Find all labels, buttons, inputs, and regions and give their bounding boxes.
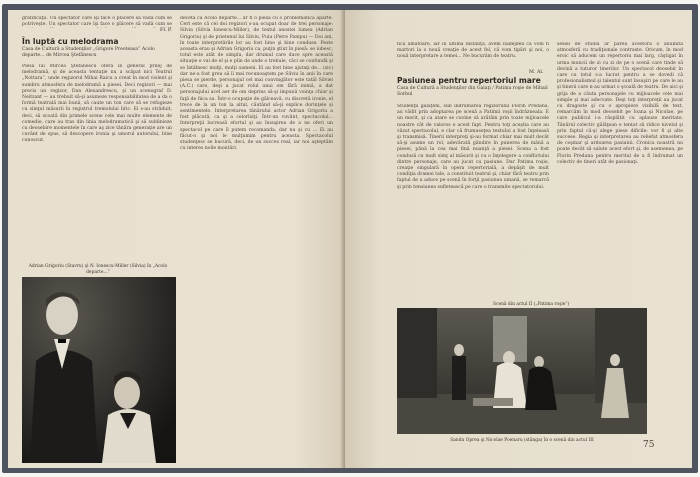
photo-caption-right: Scenă din actul II („Patima roşie”)	[493, 302, 570, 307]
right-page	[345, 10, 692, 468]
theatre-photo-right	[397, 308, 647, 434]
article-title: În luptă cu melodrama	[22, 37, 119, 46]
top-signature: M. Al.	[529, 70, 544, 75]
theatre-photo-left	[22, 277, 176, 463]
intro-text: gratificaţii. Un spectator care îşi face o plăcere să vadă cum se potriveşte. Un spectator care îşi face o plăcere să vadă cum se	[22, 16, 172, 28]
actors-photo-illustration	[22, 277, 176, 463]
article-column-2: decetă că Acolo departe... ar fi o piesă cu o problematică aparte. Cert este că cei doi regizori s-au ocupat doar de trei personaje: Silvia (Silvia Ionescu-Miller), de textul anostei lumea (Adrian Grigoriu) şi de prietenul lui Silviu, Puiu (Petre Pampu) — Doi ani, în toate interpretările lor au fost bine şi bine conduse. Peste aceasta erau şi Adrian Grigoriu ca, puţin ştiut în piesă: se iubesc, totul este atât de simplu, dar drumul care duce spre această situaţie e vai de el şi e plin de unde o trebuie, căci se confundă şi se întâlnesc mulţi, mulţi oameni. Ei au fost bine ajutaţi de... (sic) dar ne-a fost greu să îi mai recunoaştem pe Silviu în anii în care piesa se pierde, personajul cel mai convingător este tatăl Silviei (A.C.) care, deşi a jucat rolul unui om fără inimă, a dat personajului acel aer de om deprins să-şi impună voinţa chiar şi faţă de fiica sa. Într-o ocupaţie de gâlceavă, cu discretă ironie, el trece de la un ton la altul, căutând să-şi explice dorinţele şi sentimentele. Interpretarea tânărului actor Adrian Grigoriu a fost plăcută, ca şi a celorlalţi. Într-un cuvânt, spectacolul... Interpreţii lucrează efortul şi au însuşirea de a ne oferi un spectacol pe care îl putem recomanda, dar nu şi cu ... Ei au făcut-o şi noi le mulţumim pentru aceasta. Spectacolul studenţesc se bucură, deci, de un succes real, iar noi aşteptăm cu interes noile montări.	[180, 16, 333, 152]
article-subtitle-right: Casa de Cultură a Studenţilor din Galaţi / Patima roşie de Mihail Sorbul	[397, 86, 548, 97]
top-column-1: fică amatoare, iar în ultimă instanţă, avem nădejdea că vom fi martori la o nouă creaţie de acest fel, că vom tipări şi noi, o nouă interpretare a temei... Ne bucurăm de teatru.	[397, 42, 549, 60]
page-number: 75	[643, 440, 655, 450]
article-column-2-right: sesiei de studiu ar părea acestora o anumită atmosferă cu tradiţionale contraste. Oricum, în mod eroic să aducem un repertoriu mai larg, câştigat în urma muncii de zi cu zi de pe o scenă care tinde să devină a tuturor tinerilor. Un spectacol deosebit în care cu totul s-a lucrat pentru a se dovedi că profesionalismul şi talentul sunt însuşiri pe care le au şi tinerii care n-au urmat o şcoală de teatru. De aici şi grija de a căuta personajele cu mijloacele cele mai simple şi mai adecvate. Deşi toţi interpreţii au jucat cu dragoste şi cu o apropiere vizibilă de text, remarcăm în mod deosebit pe Ioana şi Nicolae, pe care publicul i-a răsplătit cu aplauze meritate. Tânărul colectiv gălăţean e tentat să ridice nivelul şi prin faptul că-şi alege piese dificile: vor fi şi alte succese. Regia şi interpretarea au reliefat atmosfera de coşmar şi ardoarea pasiunii. Cronica noastră nu poate decât să salute acest efort şi, de asemenea, pe Florin Predana pentru meritul de a fi îndrumat un colectiv de tineri atât de pasionaţi.	[557, 42, 683, 165]
article-column-1-right: Studenţii gălăţeni, sub îndrumarea regizorului Florin Predana, au vădit prin adoptarea pe scenă a Patimii roşii îndrăzneala. E un merit, şi ca atare se cuvine să arătăm prin toate mijloacele noastre cât de valoros e acest fapt. Pentru toţi aceştia care au văzut spectacolul, e clar că frumuseţea textului a fost înţeleasă şi transmisă. Tinerii interpreţi şi-au format chiar mai mult decât să-şi asume un rol, adevărată gândire în punerea de mână a piesei, până la cea mai fină nuanţă a piesei. Scena a fost condusă cu mult simţ al măsurii şi cu o înţelegere a conflictului dintre personaje, care au jucat cu pasiune. Dar Patima roşie, creaţie singulară în opera repertorială, a depăşit de mult condiţia dramei tale, a constituit teatrul şi, chiar fără teatru prin faptul de a aduce pe scenă în forţă pasiunea umană, se remarcă şi prin tensiunea sufletească pe care o transmite spectatorului.	[397, 104, 549, 190]
photo-caption: Adrian Grigoriu (Stavru) şi N. Ionescu-Miller (Silvia) în „Acolo departe...”	[28, 264, 168, 275]
left-page	[8, 10, 345, 468]
intro-signature: Fl. P.	[160, 28, 172, 33]
photo-footer-caption: Sandu Oprea şi Nicolae Poenaru (stânga) în o scenă din actul III	[450, 438, 594, 443]
article-column-1: Piesa lui Mircea Ştefănescu oferă în general prilej de melodramă, şi de aceasta tentaţie nu a scăpat nici Teatrul „Nottara”, unde regizorul Mihai Raicu a creat în mod violent şi sumbru atmosfera de melodramă a piesei. Deci regizori — mai precis un regizor, Dan Alexandrescu, şi un scenograf D. Neitzant — au trebuit să-şi asumeze responsabilitatea de a da o formă teatrală mai bună, să caute un ton care să se refugieze cu simţul măsurii în registrul tremolului liric. Ei s-au străduit, deci, să scoată din primele scene cele mai multe elemente de comedie, care au tras din linia melodramatică şi să sublinieze cu deosebire momentele în care aş zice tânăra generaţie are un cuvânt de spus, să descopere ironia şi umorul autorului, bine cunoscut.	[22, 64, 172, 144]
stage-scene-illustration	[397, 308, 647, 434]
article-subtitle: Casa de Cultură a Studenţilor „Grigore Preoteasa” Acolo departe... de Mircea Ştefănescu	[22, 47, 155, 58]
article-title-right: Pasiunea pentru repertoriul mare	[397, 76, 541, 85]
